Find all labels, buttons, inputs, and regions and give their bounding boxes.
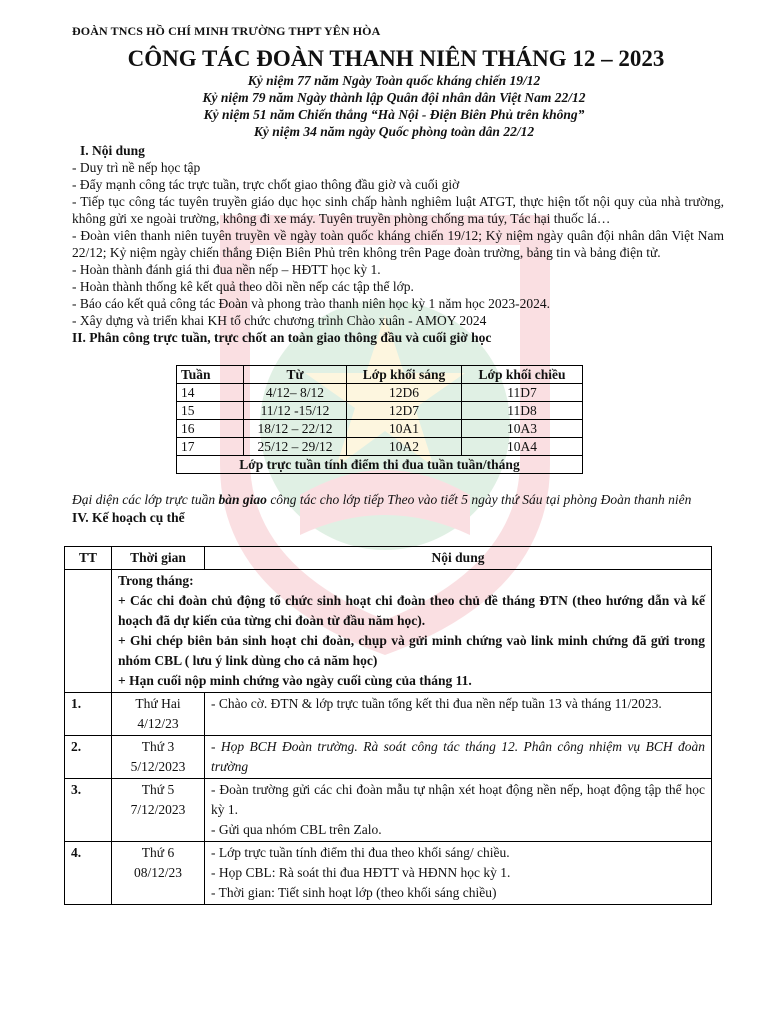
month-plan-line: + Hạn cuối nộp minh chứng vào ngày cuối cùng của tháng 11. <box>118 673 472 688</box>
month-plan-line: + Ghi chép biên bản sinh hoạt chi đoàn, chụp và gửi minh chứng vaò link minh chứng đã gửi trong nhóm CBL ( lưu ý link dùng cho cả năm học) <box>118 633 705 668</box>
table-cell: 10A1 <box>347 420 462 438</box>
content-cell <box>205 693 712 736</box>
column-header-time: Thời gian <box>112 547 205 570</box>
table-header-row <box>65 547 712 570</box>
column-header-from: Từ <box>244 366 347 384</box>
day-label: Thứ 5 <box>141 782 175 797</box>
table-row <box>177 384 583 402</box>
subtitle-2: Kỷ niệm 79 năm Ngày thành lập Quân đội nhân dân Việt Nam 22/12 <box>202 90 586 105</box>
content-line: - Đoàn trường gửi các chi đoàn mẫu tự nhận xét hoạt động nền nếp, hoạt động tập thể học kỳ 1. <box>211 782 705 817</box>
duty-roster-table <box>176 365 583 474</box>
handover-text-start: Đại diện các lớp trực tuần <box>72 492 219 507</box>
table-cell: 10A3 <box>462 420 583 438</box>
content-item: - Xây dựng và triển khai KH tổ chức chương trình Chào xuân - AMOY 2024 <box>72 313 487 328</box>
day-label: Thứ Hai <box>135 696 181 711</box>
time-cell <box>112 736 205 779</box>
content-line: - Gửi qua nhóm CBL trên Zalo. <box>211 822 382 837</box>
content-line: - Chào cờ. ĐTN & lớp trực tuần tổng kết thi đua nền nếp tuần 13 và tháng 11/2023. <box>211 696 662 711</box>
table-row <box>65 693 712 736</box>
date-label: 7/12/2023 <box>130 802 186 817</box>
table-cell: 4/12– 8/12 <box>244 384 347 402</box>
content-line: - Họp BCH Đoàn trường. Rà soát công tác tháng 12. Phân công nhiệm vụ BCH đoàn trường <box>211 739 705 774</box>
content-cell <box>205 779 712 842</box>
row-number: 2. <box>65 736 112 779</box>
day-label: Thứ 6 <box>141 845 175 860</box>
content-line: - Lớp trực tuần tính điểm thi đua theo khối sáng/ chiều. <box>211 845 510 860</box>
content-item: - Hoàn thành thống kê kết quả theo dõi nền nếp các tập thể lớp. <box>72 279 414 294</box>
time-cell <box>112 693 205 736</box>
content-item: - Đoàn viên thanh niên tuyên truyền về ngày toàn quốc kháng chiến 19/12; Kỷ niệm ngày quân đội nhân dân Việt Nam 22/12; Kỷ niệm ngày chiến thắng Điện Biên Phủ trên không trên Page đoàn trường, bảng tin và bảng điện tử. <box>72 228 724 260</box>
date-label: 5/12/2023 <box>130 759 186 774</box>
column-header-tt: TT <box>65 547 112 570</box>
content-item: - Đẩy mạnh công tác trực tuần, trực chốt giao thông đầu giờ và cuối giờ <box>72 177 460 192</box>
column-header-week: Tuần <box>177 366 244 384</box>
table-cell: 10A4 <box>462 438 583 456</box>
table-cell: 14 <box>177 384 244 402</box>
section-1-heading: I. Nội dung <box>80 143 145 158</box>
content-cell <box>205 842 712 905</box>
section-2-heading: II. Phân công trực tuần, trực chốt an toàn giao thông đầu và cuối giờ học <box>72 330 492 345</box>
roster-note: Lớp trực tuần tính điểm thi đua tuần tuần/tháng <box>177 456 583 474</box>
table-note-row <box>177 456 583 474</box>
table-cell: 15 <box>177 402 244 420</box>
table-row <box>65 736 712 779</box>
time-cell <box>112 842 205 905</box>
table-row <box>65 779 712 842</box>
table-cell: 10A2 <box>347 438 462 456</box>
month-plan-cell <box>112 570 712 693</box>
section-4-heading: IV. Kế hoạch cụ thể <box>72 510 185 525</box>
column-header-content: Nội dung <box>205 547 712 570</box>
row-number: 4. <box>65 842 112 905</box>
organization-name: ĐOÀN TNCS HỒ CHÍ MINH TRƯỜNG THPT YÊN HÒA <box>72 24 381 38</box>
column-header-afternoon-class: Lớp khối chiều <box>462 366 583 384</box>
row-number: 3. <box>65 779 112 842</box>
table-header-row <box>177 366 583 384</box>
table-cell: 17 <box>177 438 244 456</box>
table-cell: 11D7 <box>462 384 583 402</box>
handover-note <box>72 491 724 508</box>
table-cell: 16 <box>177 420 244 438</box>
table-row <box>177 420 583 438</box>
content-line: - Họp CBL: Rà soát thi đua HĐTT và HĐNN học kỳ 1. <box>211 865 511 880</box>
table-cell <box>65 570 112 693</box>
content-item: - Báo cáo kết quả công tác Đoàn và phong trào thanh niên học kỳ 1 năm học 2023-2024. <box>72 296 550 311</box>
table-row <box>177 438 583 456</box>
row-number: 1. <box>65 693 112 736</box>
table-cell: 12D7 <box>347 402 462 420</box>
date-label: 08/12/23 <box>133 865 182 880</box>
table-cell: 25/12 – 29/12 <box>244 438 347 456</box>
subtitle-4: Kỷ niệm 34 năm ngày Quốc phòng toàn dân 22/12 <box>253 124 535 139</box>
table-row <box>65 570 712 693</box>
content-item: - Hoàn thành đánh giá thi đua nền nếp – HĐTT học kỳ 1. <box>72 262 381 277</box>
detailed-plan-table <box>64 546 712 905</box>
time-cell <box>112 779 205 842</box>
date-label: 4/12/23 <box>137 716 179 731</box>
month-plan-line: Trong tháng: <box>118 573 194 588</box>
month-plan-line: + Các chi đoàn chủ động tổ chức sinh hoạt chi đoàn theo chủ đề tháng ĐTN (theo hướng dẫn và kế hoạch đã dự kiến của từng chi đoàn từ đầu năm học). <box>118 593 705 628</box>
table-row <box>65 842 712 905</box>
content-cell <box>205 736 712 779</box>
table-cell: 18/12 – 22/12 <box>244 420 347 438</box>
table-cell: 12D6 <box>347 384 462 402</box>
document-title: CÔNG TÁC ĐOÀN THANH NIÊN THÁNG 12 – 2023 <box>127 46 665 71</box>
table-row <box>177 402 583 420</box>
table-cell: 11D8 <box>462 402 583 420</box>
handover-emphasis: bàn giao <box>218 492 267 507</box>
content-item: - Tiếp tục công tác tuyên truyền giáo dục học sinh chấp hành nghiêm luật ATGT, thực hiện tốt nội quy của nhà trường, không gửi xe ngoài trường, không đi xe máy. Tuyên truyền phòng chống ma túy, Tác hại thuốc lá… <box>72 194 724 226</box>
subtitle-3: Kỷ niệm 51 năm Chiến thắng “Hà Nội - Điện Biên Phủ trên không” <box>203 107 585 122</box>
content-item: - Duy trì nề nếp học tập <box>72 160 201 175</box>
day-label: Thứ 3 <box>141 739 175 754</box>
column-header-morning-class: Lớp khối sáng <box>347 366 462 384</box>
table-cell: 11/12 -15/12 <box>244 402 347 420</box>
subtitle-1: Kỷ niệm 77 năm Ngày Toàn quốc kháng chiến 19/12 <box>247 73 541 88</box>
content-line: - Thời gian: Tiết sinh hoạt lớp (theo khối sáng chiều) <box>211 885 497 900</box>
handover-text-end: công tác cho lớp tiếp Theo vào tiết 5 ngày thứ Sáu tại phòng Đoàn thanh niên <box>266 492 692 507</box>
